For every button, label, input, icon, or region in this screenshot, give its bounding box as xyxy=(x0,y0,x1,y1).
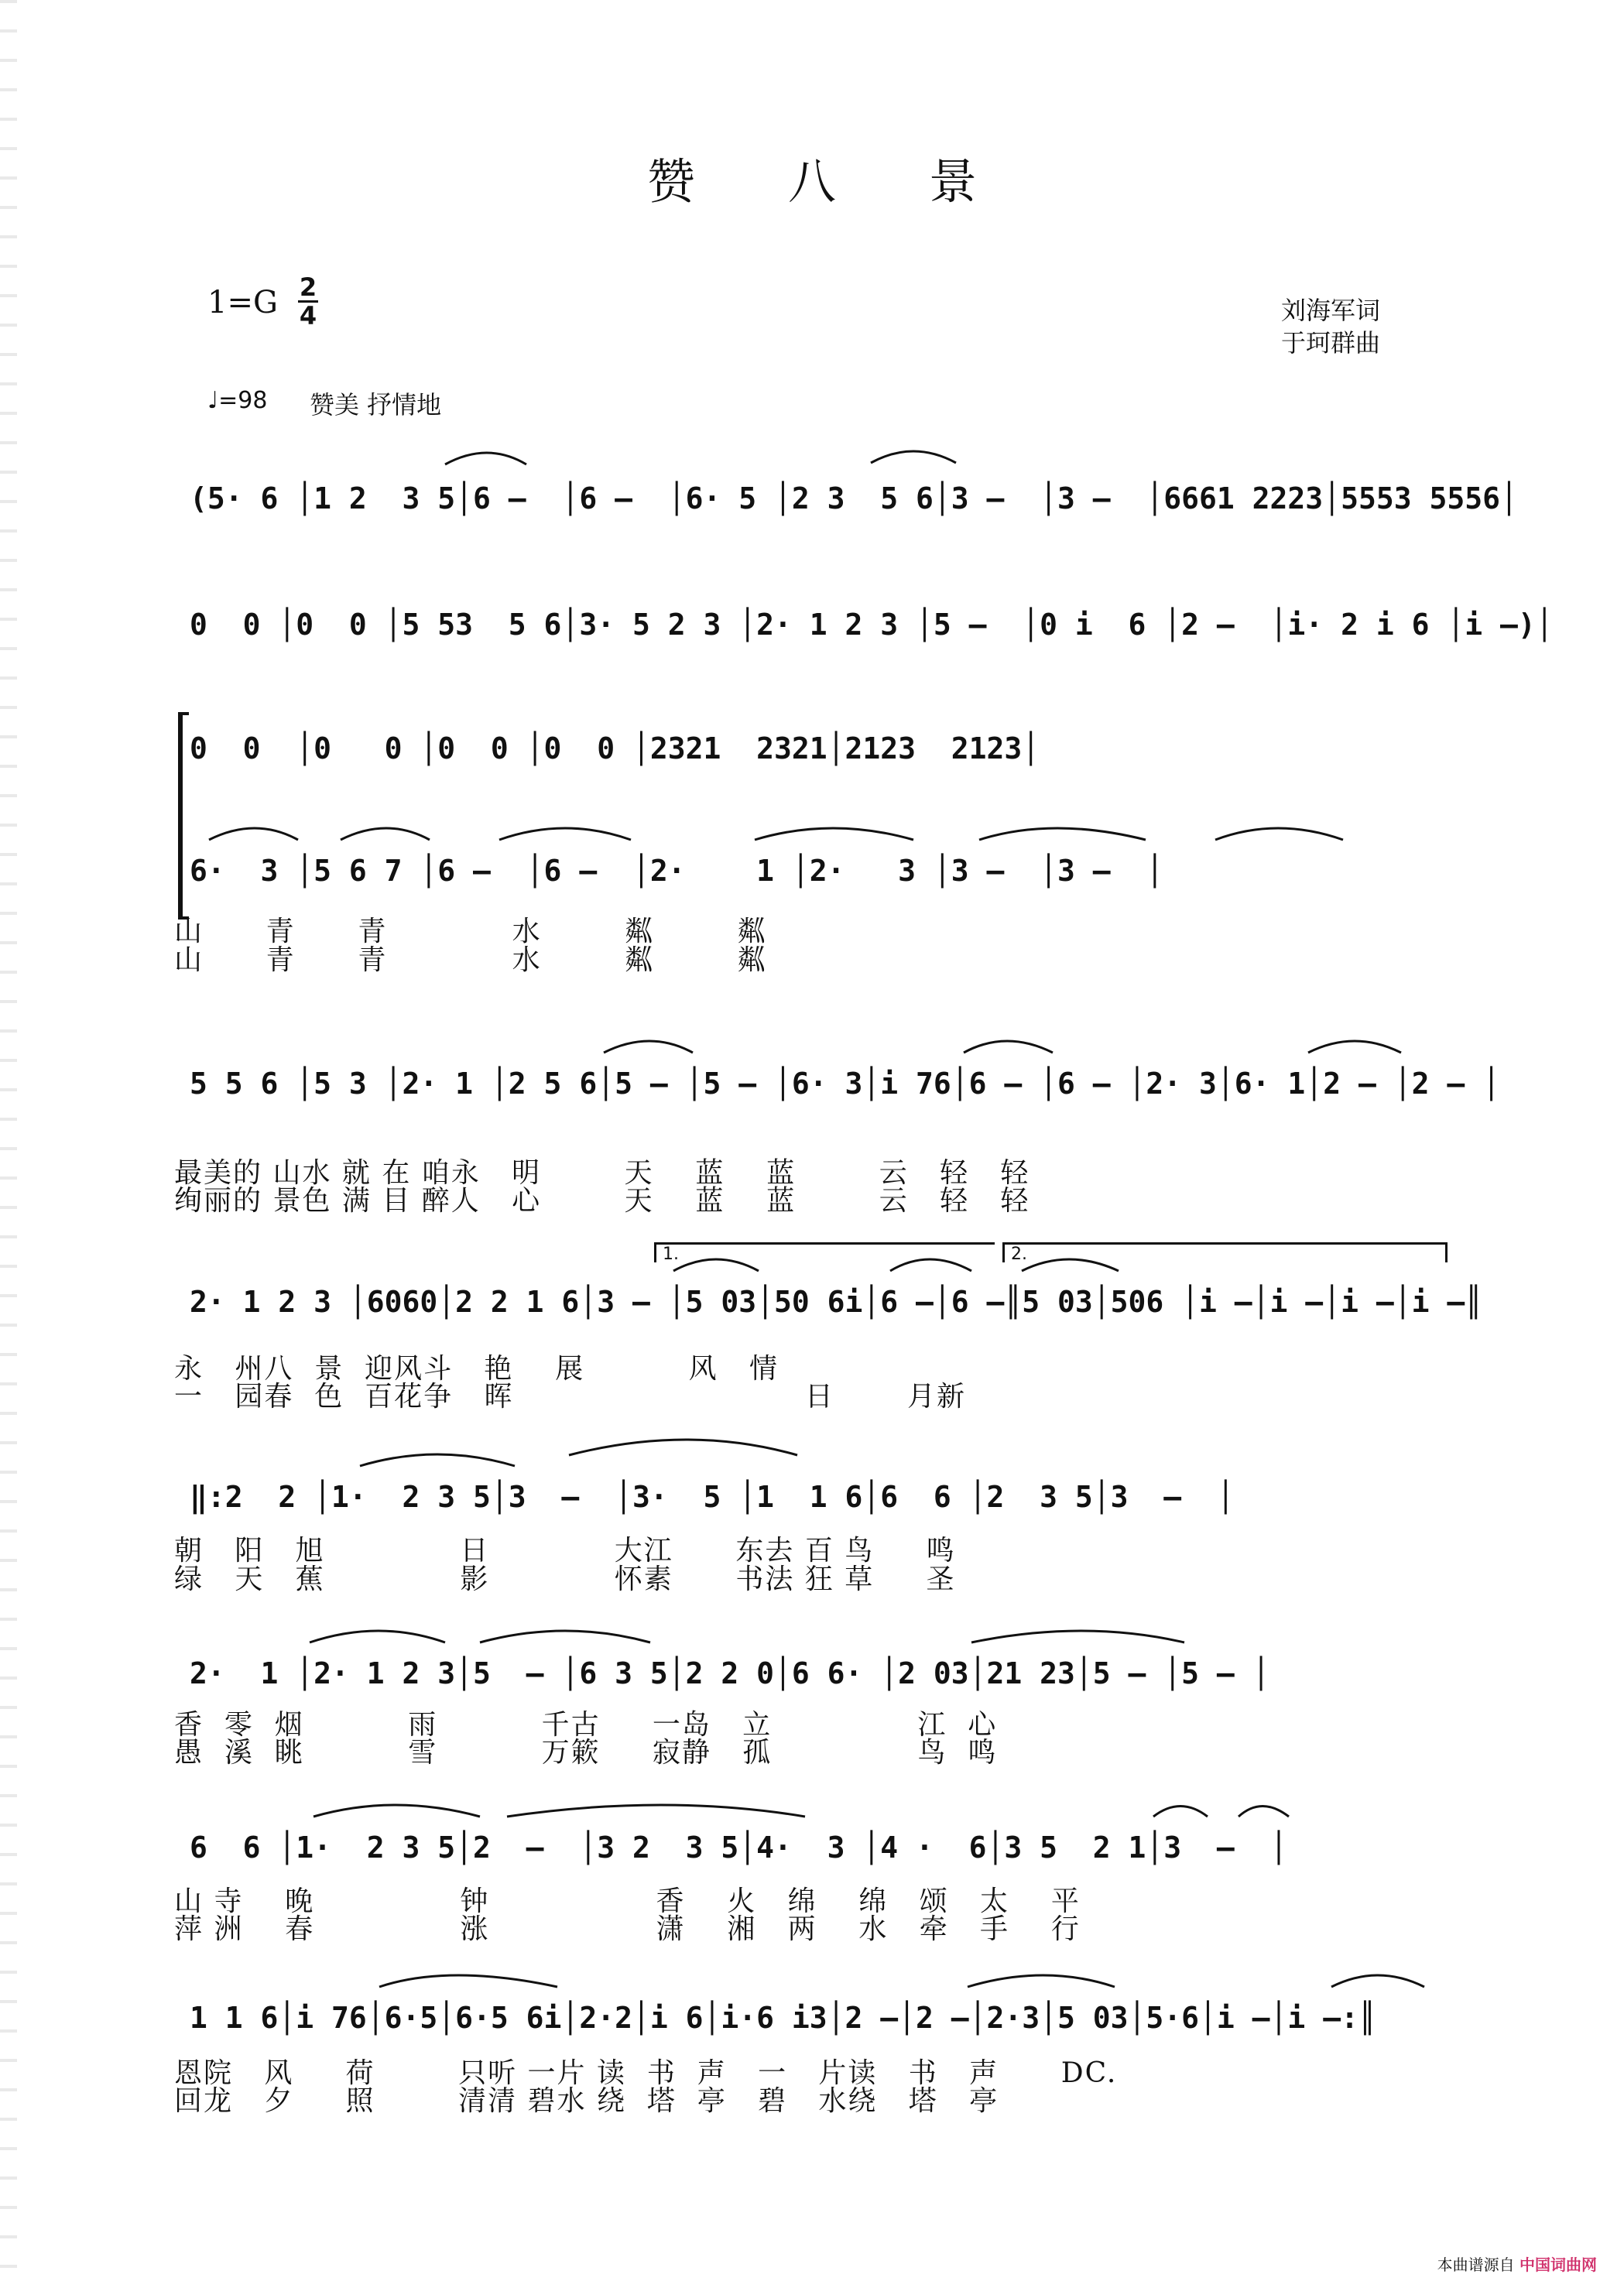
slur xyxy=(673,1259,759,1271)
slur xyxy=(569,1440,797,1455)
lyric-line: 绿 天 蕉 影 怀素 书法 狂 草 圣 xyxy=(174,1563,956,1595)
composer: 于珂群曲 xyxy=(1281,328,1381,358)
slur xyxy=(871,451,956,463)
footer-site-link[interactable]: 中国词曲网 xyxy=(1520,2255,1597,2274)
slur xyxy=(379,1975,557,1987)
key-signature: 1=G xyxy=(207,285,278,320)
time-signature-top: 2 xyxy=(299,272,317,302)
notation-row: 5 5 6 │5 3 │2· 1 │2 5 6│5 – │5 – │6· 3│i 76│6 – │6 – │2· 3│6· 1│2 – │2 – │ xyxy=(190,1067,1500,1101)
lyric-line: 香 零 烟 雨 千古 一岛 立 江 心 xyxy=(174,1709,998,1741)
notation-row: 6 6 │1· 2 3 5│2 – │3 2 3 5│4· 3 │4 · 6│3 5 2 1│3 – │ xyxy=(190,1831,1288,1865)
lyric-line: 愚 溪 眺 雪 万簌 寂静 孤 鸟 鸣 xyxy=(174,1737,998,1769)
lyric-line: 山 青 青 水 粼 粼 xyxy=(174,944,767,976)
lyric-line: 山 青 青 水 粼 粼 xyxy=(174,916,767,947)
notation-row: 0 0 │0 0 │0 0 │0 0 │2321 2321│2123 2123│ xyxy=(190,731,1040,765)
slur xyxy=(313,1805,480,1817)
lyric-line: 回龙 夕 照 清清 碧水 绕 塔 亭 碧 水绕 塔 亭 xyxy=(174,2085,999,2117)
notation-row: 6· 3 │5 6 7 │6 – │6 – │2· 1 │2· 3 │3 – │3 – │ xyxy=(190,854,1164,888)
notation-row: 0 0 │0 0 │5 53 5 6│3· 5 2 3 │2· 1 2 3 │5 – │0 i 6 │2 – │i· 2 i 6 │i –)│ xyxy=(190,608,1554,642)
lyric-line: 最美的 山水 就 在 咱永 明 天 蓝 蓝 云 轻 轻 xyxy=(174,1157,1030,1189)
slur xyxy=(209,828,298,840)
song-title: 赞八景 xyxy=(646,153,1070,210)
volta-second-ending: 2. xyxy=(1002,1242,1448,1262)
notation-row: 2· 1 2 3 │6060│2 2 1 6│3 – │5 03│50 6i│6 –│6 –║5 03│506 │i –│i –│i –│i –║ xyxy=(190,1285,1483,1319)
slur xyxy=(968,1975,1115,1987)
lyric-line: 朝 阳 旭 日 大江 东去 百 鸟 鸣 xyxy=(174,1535,956,1567)
expression-marking: 赞美 抒情地 xyxy=(310,390,442,420)
slur xyxy=(1308,1041,1401,1053)
slur xyxy=(1153,1807,1208,1817)
notation-row: 2· 1 │2· 1 2 3│5 – │6 3 5│2 2 0│6 6· │2 03│21 23│5 – │5 – │ xyxy=(190,1656,1270,1690)
notation-row: (5· 6 │1 2 3 5│6 – │6 – │6· 5 │2 3 5 6│3 – │3 – │6661 2223│5553 5556│ xyxy=(190,481,1518,515)
time-signature-bottom: 4 xyxy=(299,301,317,331)
slur xyxy=(979,828,1146,840)
notation-row: 1 1 6│i 76│6·5│6·5 6i│2·2│i 6│i·6 i3│2 –│2 –│2·3│5 03│5·6│i –│i –:║ xyxy=(190,2001,1376,2035)
lyric-line: 一 园春 色 百花争 晖 日 月新 xyxy=(174,1381,966,1413)
slur xyxy=(971,1631,1184,1642)
slur xyxy=(480,1631,650,1642)
notation-row: ‖:2 2 │1· 2 3 5│3 – │3· 5 │1 1 6│6 6 │2 3 5│3 – │ xyxy=(190,1480,1235,1514)
slur xyxy=(499,828,631,840)
slur xyxy=(1215,828,1343,840)
slur xyxy=(604,1041,693,1053)
slur xyxy=(310,1631,445,1642)
slur xyxy=(445,453,526,464)
footer-source: 本曲谱源自 xyxy=(1437,2255,1515,2274)
lyric-line: 恩院 风 荷 只听 一片 读 书 声 一 片读 书 声 DC. xyxy=(174,2057,1118,2089)
slur xyxy=(360,1454,515,1466)
slur xyxy=(507,1805,805,1817)
slur xyxy=(1239,1807,1289,1817)
slur xyxy=(755,828,913,840)
lyric-line: 山 寺 晚 钟 香 火 绵 绵 颂 太 平 xyxy=(174,1885,1081,1917)
slur xyxy=(1331,1975,1424,1987)
tempo-marking: ♩=98 xyxy=(207,387,268,414)
slur xyxy=(341,828,430,840)
slur xyxy=(1022,1259,1119,1271)
lyric-line: 萍 洲 春 涨 潇 湘 两 水 牵 手 行 xyxy=(174,1913,1081,1945)
footer xyxy=(1437,2252,1597,2275)
lyric-line: 绚丽的 景色 满 目 醉人 心 天 蓝 蓝 云 轻 轻 xyxy=(174,1185,1030,1217)
slur xyxy=(964,1041,1053,1053)
slur xyxy=(890,1259,971,1271)
lyric-line: 永 州八 景 迎风斗 艳 展 风 情 xyxy=(174,1353,779,1385)
lyricist: 刘海军词 xyxy=(1281,296,1381,325)
volta-first-ending: 1. xyxy=(654,1242,995,1262)
